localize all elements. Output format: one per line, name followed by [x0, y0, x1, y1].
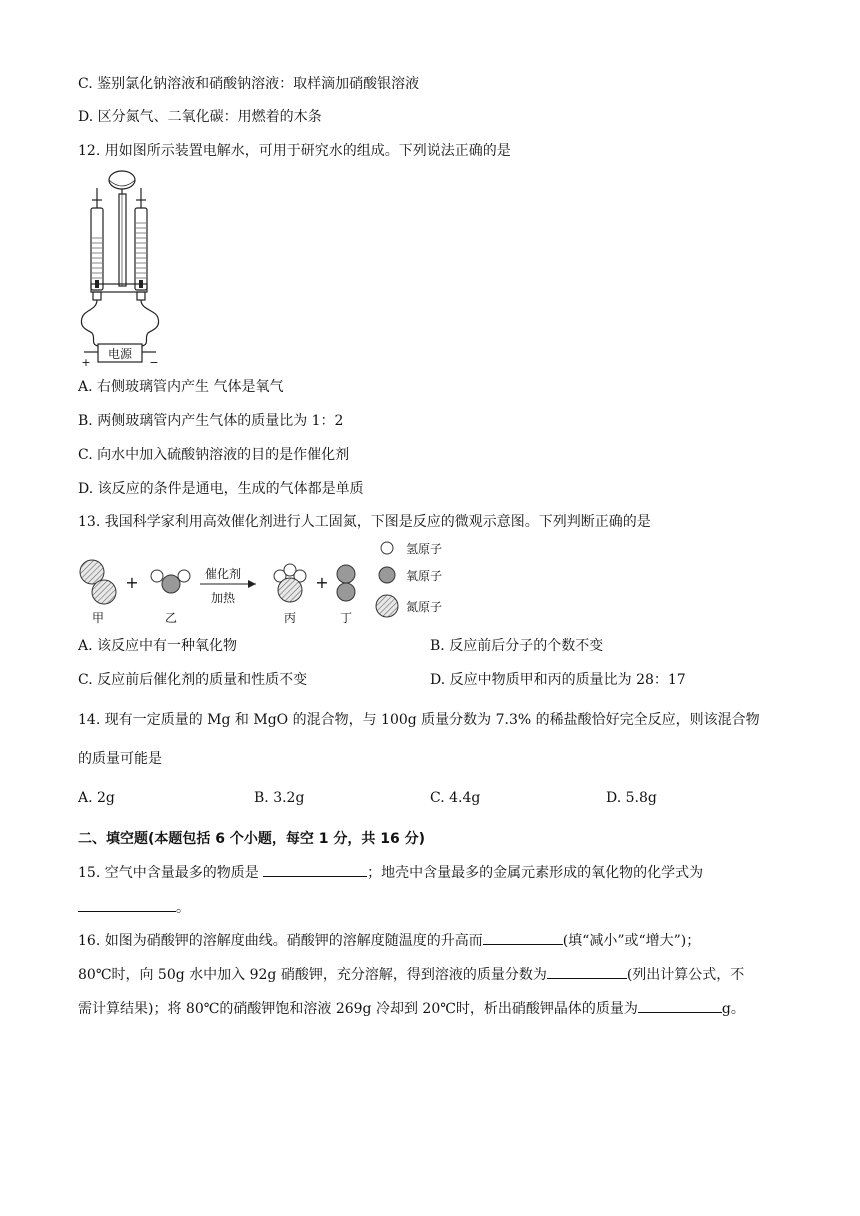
q16-line3: 需计算结果)；将 80℃的硝酸钾饱和溶液 269g 冷却到 20℃时，析出硝酸钾晶体的质量为 g。	[78, 998, 745, 1019]
q13-option-d: D. 反应中物质甲和丙的质量比为 28：17	[430, 672, 686, 688]
molecule-bing	[274, 564, 306, 602]
q12-option-c: C. 向水中加入硫酸钠溶液的目的是作催化剂	[78, 447, 350, 463]
q13-stem: 13. 我国科学家利用高效催化剂进行人工固氮，下图是反应的微观示意图。下列判断正确的是	[78, 514, 651, 530]
q14-option-d: D. 5.8g	[606, 790, 657, 806]
molecule-yi	[151, 570, 190, 593]
svg-text:+: +	[315, 573, 329, 592]
q11-option-d: D. 区分氮气、二氧化碳：用燃着的木条	[78, 109, 322, 125]
molecule-jia	[80, 560, 116, 604]
svg-text:氧原子: 氧原子	[406, 569, 443, 583]
label-ding: 丁	[339, 611, 353, 625]
q16-line2: 80℃时，向 50g 水中加入 92g 硝酸钾，充分溶解，得到溶液的质量分数为 (列出计算公式，不	[78, 964, 744, 985]
section-2-heading: 二、填空题(本题包括 6 个小题，每空 1 分，共 16 分)	[78, 831, 426, 847]
legend-hydrogen	[381, 542, 442, 556]
legend-oxygen	[379, 567, 442, 583]
power-label: 电源	[107, 347, 133, 361]
q16-blank-2[interactable]	[547, 964, 627, 979]
q15-blank-2[interactable]	[78, 897, 176, 912]
molecule-ding	[337, 565, 355, 601]
q13-option-a: A. 该反应中有一种氧化物	[78, 638, 238, 654]
q15-blank-1[interactable]	[263, 862, 367, 877]
q16-blank-1[interactable]	[483, 930, 563, 945]
q11-option-c: C. 鉴别氯化钠溶液和硝酸钠溶液：取样滴加硝酸银溶液	[78, 76, 420, 92]
reaction-micro-diagram	[76, 538, 456, 630]
q16-blank-3[interactable]	[638, 998, 722, 1013]
q14-stem-line1: 14. 现有一定质量的 Mg 和 MgO 的混合物，与 100g 质量分数为 7.3% 的稀盐酸恰好完全反应，则该混合物	[78, 712, 760, 728]
svg-text:氢原子: 氢原子	[406, 542, 443, 556]
label-bing: 丙	[283, 611, 297, 625]
catalyst-label: 催化剂	[204, 567, 242, 581]
plus-terminal: +	[81, 356, 91, 368]
q14-option-a: A. 2g	[78, 790, 115, 806]
q12-option-b: B. 两侧玻璃管内产生气体的质量比为 1：2	[78, 413, 344, 429]
q14-option-c: C. 4.4g	[430, 790, 481, 806]
q15-line1: 15. 空气中含量最多的物质是 ；地壳中含量最多的金属元素形成的氧化物的化学式为	[78, 862, 703, 883]
electrolysis-apparatus-figure	[76, 168, 168, 368]
legend-nitrogen	[376, 595, 442, 617]
svg-text:氮原子: 氮原子	[406, 600, 443, 614]
label-jia: 甲	[91, 611, 105, 625]
heat-label: 加热	[210, 591, 236, 605]
q14-option-b: B. 3.2g	[254, 790, 305, 806]
label-yi: 乙	[164, 611, 178, 625]
q12-option-d: D. 该反应的条件是通电，生成的气体都是单质	[78, 481, 364, 497]
q12-stem: 12. 用如图所示装置电解水，可用于研究水的组成。下列说法正确的是	[78, 143, 511, 159]
q13-option-b: B. 反应前后分子的个数不变	[430, 638, 604, 654]
minus-terminal: −	[149, 356, 159, 368]
svg-text:+: +	[125, 573, 139, 592]
q14-stem-line2: 的质量可能是	[78, 751, 162, 767]
q12-option-a: A. 右侧玻璃管内产生 气体是氧气	[78, 379, 284, 395]
q16-line1: 16. 如图为硝酸钾的溶解度曲线。硝酸钾的溶解度随温度的升高而 (填“减小”或“增大”)；	[78, 930, 700, 951]
q15-line2: 。	[78, 897, 190, 918]
q13-option-c: C. 反应前后催化剂的质量和性质不变	[78, 672, 308, 688]
